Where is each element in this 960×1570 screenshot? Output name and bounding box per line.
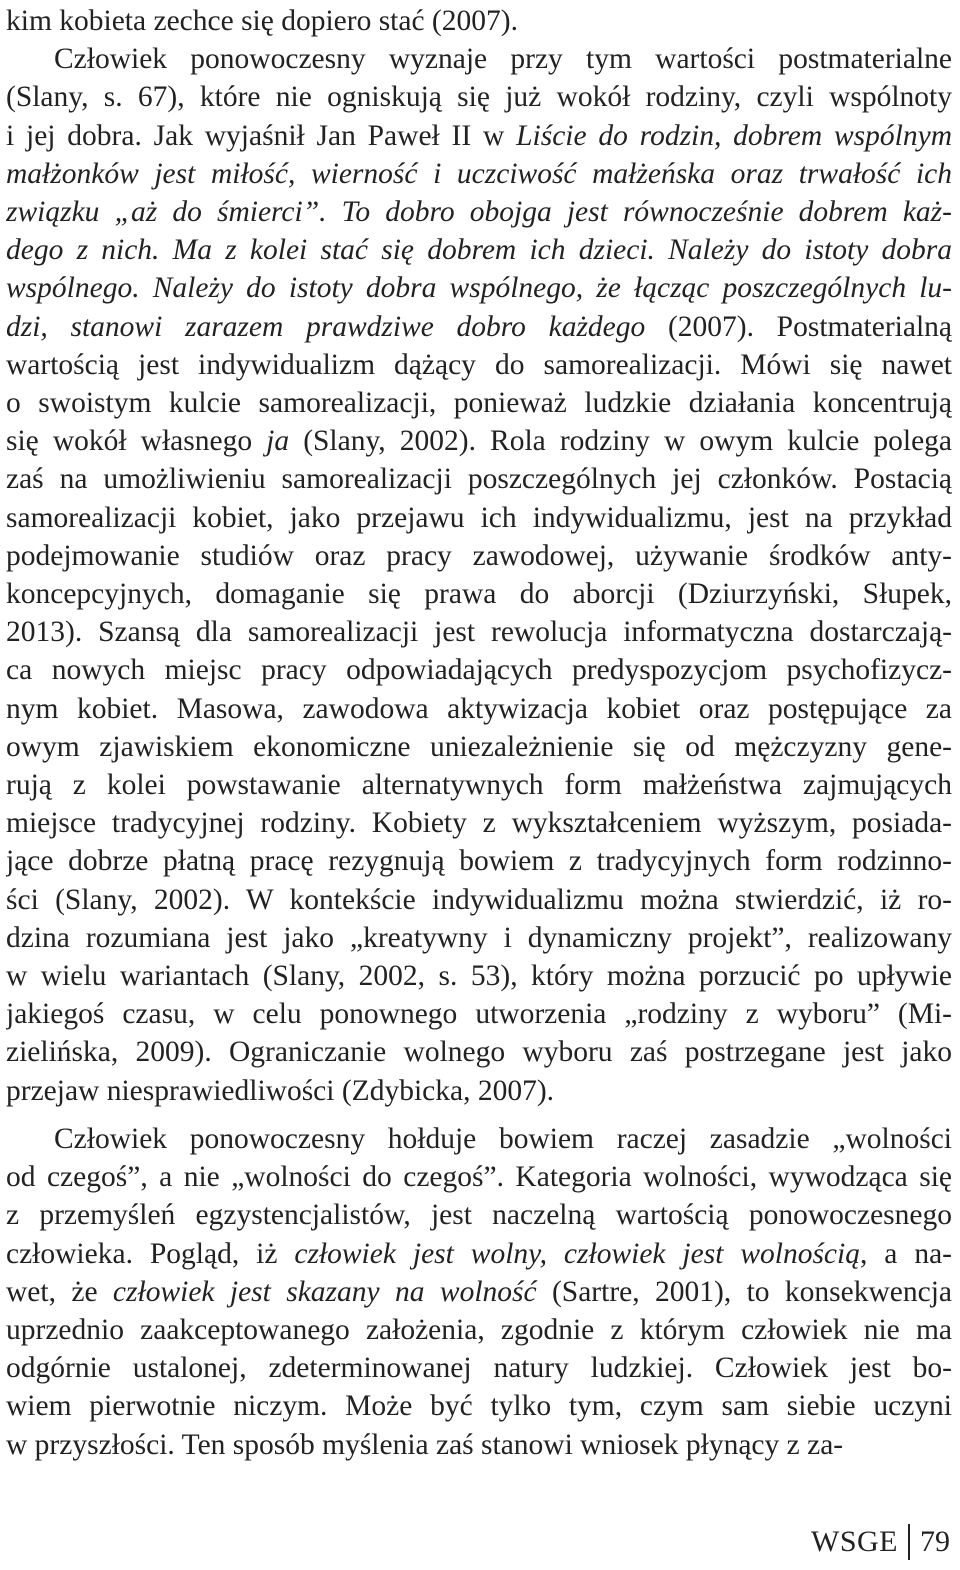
text-line: [6, 1311, 952, 1349]
italic-text: człowiek jest wolny, człowiek jest wolnością: [294, 1237, 860, 1270]
text-line: [6, 881, 952, 919]
text-line: [6, 308, 952, 346]
page-footer: [811, 1522, 950, 1562]
text-span: koncepcyjnych, domaganie się prawa do aborcji (Dziurzyński, Słupek,: [6, 578, 952, 611]
text-span: się wokół własnego: [6, 425, 267, 458]
text-span: (Slany, 2002). Rola rodziny w owym kulcie polega: [289, 425, 952, 458]
text-line: [6, 78, 952, 116]
text-line: [6, 499, 952, 537]
italic-text: małżonków jest miłość, wierność i uczciwość małżeńska oraz trwałość ich: [6, 157, 952, 190]
text-line: [6, 1426, 952, 1464]
text-span: jące dobrze płatną pracę rezygnują bowiem z tradycyjnych form rodzinno-: [6, 845, 952, 878]
text-line: [6, 384, 952, 422]
paragraph-gap: [6, 1110, 952, 1120]
text-span: wiem pierwotnie niczym. Może być tylko tym, czym sam siebie uczyni: [6, 1390, 952, 1423]
text-span: człowieka. Pogląd, iż: [6, 1237, 295, 1270]
text-span: o swoistym kulcie samorealizacji, ponieważ ludzkie działania koncentrują: [6, 387, 952, 420]
text-line: [6, 155, 952, 193]
text-line: [6, 1120, 952, 1158]
italic-text: Liście do rodzin, dobrem wspólnym: [516, 119, 952, 152]
text-line: [6, 1235, 952, 1273]
body-text: [6, 2, 952, 1464]
text-line: [6, 269, 952, 307]
text-line: [6, 728, 952, 766]
text-span: w wielu wariantach (Slany, 2002, s. 53), który można porzucić po upływie: [6, 960, 952, 993]
text-line: [6, 117, 952, 155]
text-line: [6, 919, 952, 957]
text-span: 2013). Szansą dla samorealizacji jest rewolucja informatyczna dostarczają-: [6, 616, 952, 649]
text-line: [6, 690, 952, 728]
text-span: przejaw niesprawiedliwości (Zdybicka, 2007).: [6, 1074, 555, 1107]
text-span: podejmowanie studiów oraz pracy zawodowej, używanie środków anty-: [6, 539, 952, 572]
text-line: [6, 1273, 952, 1311]
text-span: , a na-: [859, 1237, 952, 1270]
text-span: odgórnie ustalonej, zdeterminowanej natury ludzkiej. Człowiek jest bo-: [6, 1352, 952, 1385]
text-line: [6, 842, 952, 880]
text-line: [6, 766, 952, 804]
footer-separator: [908, 1524, 910, 1560]
text-span: miejsce tradycyjnej rodziny. Kobiety z wykształceniem wyższym, posiada-: [6, 807, 952, 840]
text-span: (2007). Postmaterialną: [645, 310, 952, 343]
text-line: [6, 1196, 952, 1234]
text-span: od czegoś”, a nie „wolności do czegoś”. Kategoria wolności, wywodząca się: [6, 1161, 952, 1194]
italic-text: związku „aż do śmierci”. To dobro obojga jest równocześnie dobrem każ-: [6, 196, 952, 229]
text-span: nym kobiet. Masowa, zawodowa aktywizacja kobiet oraz postępujące za: [6, 692, 952, 725]
italic-text: dego z nich. Ma z kolei stać się dobrem ich dzieci. Należy do istoty dobra: [6, 234, 952, 267]
text-span: w przyszłości. Ten sposób myślenia zaś stanowi wniosek płynący z za-: [6, 1428, 844, 1461]
text-span: z przemyśleń egzystencjalistów, jest naczelną wartością ponowoczesnego: [6, 1199, 952, 1232]
text-line: [6, 346, 952, 384]
text-line: [6, 1072, 952, 1110]
publisher-brand: WSGE: [811, 1525, 898, 1558]
italic-text: ja: [266, 425, 290, 458]
text-line: [6, 957, 952, 995]
text-span: wartością jest indywidualizm dążący do samorealizacji. Mówi się nawet: [6, 348, 952, 381]
text-span: zaś na umożliwieniu samorealizacji poszczególnych jej członków. Postacią: [6, 463, 952, 496]
text-span: (Sartre, 2001), to konsekwencja: [536, 1275, 952, 1308]
text-span: uprzednio zaakceptowanego założenia, zgodnie z którym człowiek nie ma: [6, 1313, 952, 1346]
text-line: [6, 422, 952, 460]
text-line: [6, 193, 952, 231]
text-line: [6, 995, 952, 1033]
text-line: [6, 804, 952, 842]
text-span: owym zjawiskiem ekonomiczne uniezależnienie się od mężczyzny gene-: [6, 730, 952, 763]
italic-text: dzi, stanowi zarazem prawdziwe dobro każdego: [6, 310, 646, 343]
text-line: [6, 651, 952, 689]
text-line: [6, 1387, 952, 1425]
italic-text: człowiek jest skazany na wolność: [112, 1275, 537, 1308]
text-line: [6, 1033, 952, 1071]
text-span: samorealizacji kobiet, jako przejawu ich indywidualizmu, jest na przykład: [6, 501, 952, 534]
text-span: rują z kolei powstawanie alternatywnych form małżeństwa zajmujących: [6, 769, 952, 802]
text-span: zielińska, 2009). Ograniczanie wolnego wyboru zaś postrzegane jest jako: [6, 1036, 952, 1069]
text-span: dzina rozumiana jest jako „kreatywny i dynamiczny projekt”, realizowany: [6, 921, 952, 954]
page-number: 79: [920, 1525, 950, 1558]
text-line: [6, 1158, 952, 1196]
text-span: jakiegoś czasu, w celu ponownego utworzenia „rodziny z wyboru” (Mi-: [6, 998, 952, 1031]
text-span: ca nowych miejsc pracy odpowiadających predyspozycjom psychofizycz-: [6, 654, 952, 687]
text-span: wet, że: [6, 1275, 113, 1308]
text-span: i jej dobra. Jak wyjaśnił Jan Paweł II w: [6, 119, 517, 152]
italic-text: wspólnego. Należy do istoty dobra wspólnego, że łącząc poszczególnych lu-: [6, 272, 952, 305]
text-line: [6, 613, 952, 651]
text-span: ści (Slany, 2002). W kontekście indywidualizmu można stwierdzić, iż ro-: [6, 883, 952, 916]
text-span: Człowiek ponowoczesny hołduje bowiem raczej zasadzie „wolności: [54, 1122, 952, 1155]
text-line: [6, 575, 952, 613]
text-span: Człowiek ponowoczesny wyznaje przy tym wartości postmaterialne: [54, 43, 952, 76]
text-line: [6, 460, 952, 498]
text-line: [6, 2, 952, 40]
text-line: [6, 40, 952, 78]
text-span: (Slany, s. 67), które nie ogniskują się już wokół rodziny, czyli wspólnoty: [6, 81, 952, 114]
text-span: kim kobieta zechce się dopiero stać (2007).: [6, 5, 518, 37]
text-line: [6, 231, 952, 269]
text-line: [6, 1349, 952, 1387]
text-line: [6, 537, 952, 575]
